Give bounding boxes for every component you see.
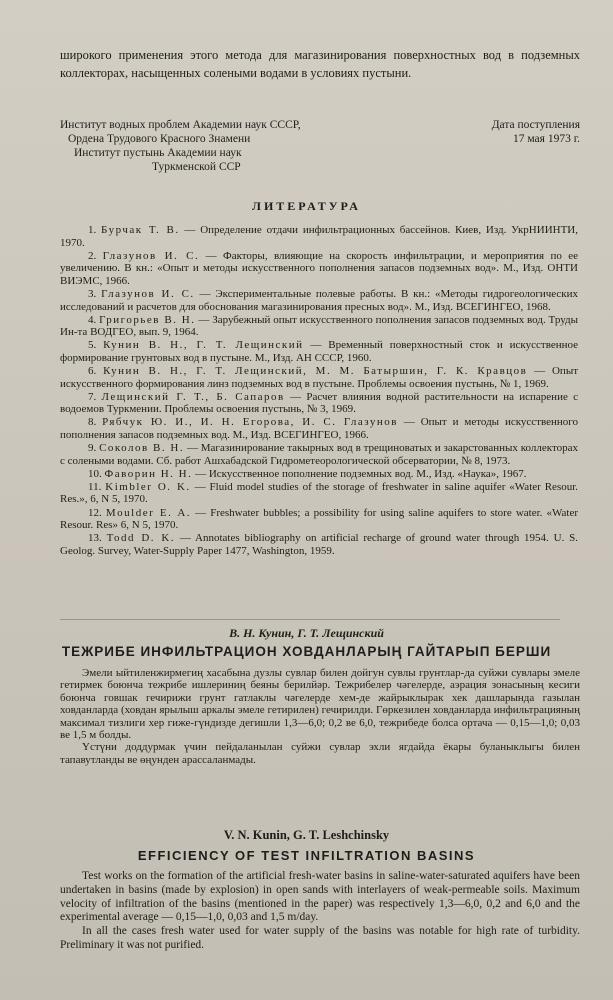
affiliation-line: Ордена Трудового Красного Знамени — [68, 133, 251, 145]
reference-author: Лещинский Г. Т., Б. Сапаров — [101, 390, 285, 403]
affiliation-line: Институт водных проблем Академии наук СССР, — [60, 119, 301, 131]
affiliation-line: Институт пустынь Академии наук — [74, 147, 242, 159]
english-summary-abstract — [60, 870, 580, 953]
intro-text: широкого применения этого метода для магазинирования поверхностных вод в подземных коллекторах, насыщенных солеными водами в условиях пустыни. — [60, 48, 580, 80]
reference-item — [60, 339, 578, 364]
reference-item — [60, 416, 578, 441]
received-date-block — [470, 118, 580, 146]
reference-text: — Определение отдачи инфильтрационных бассейнов. Киев, Изд. УкрНИИНТИ, 1970. — [60, 224, 578, 249]
reference-number: 4. — [88, 313, 97, 326]
english-summary-paragraph: In all the cases fresh water used for water supply of the basins was notable for high rate of turbidity. Preliminary it was not purified. — [60, 925, 580, 951]
reference-number: 10. — [88, 467, 102, 480]
affiliation-block — [60, 118, 301, 174]
summary-abstract — [60, 667, 580, 766]
reference-text: — Временный поверхностный сток и искусственное формирование грунтовых вод в пустыне. М., Изд. АН СССР, 1960. — [60, 339, 578, 364]
reference-author: Фаворин Н. Н. — [104, 467, 193, 480]
english-summary-paragraph: Test works on the formation of the artificial fresh-water basins in saline-water-saturated aquifers have been undertaken in basins (made by explosion) in open sands with interlayers of weak-permeable soils. Maximum velocity of infiltration of the basins (mentioned in the paper) was respectively 1,3—6,0, 0,2 and 6,0 and the experimental average — 0,15—1,0, 0,03 and 1,5 m/day. — [60, 870, 580, 924]
reference-text: — Зарубежный опыт искусственного пополнения запасов подземных вод. Труды Ин-та ВОДГЕО, вып. 9, 1964. — [60, 313, 579, 339]
reference-author: Глазунов И. С. — [102, 249, 200, 262]
reference-text: — Annotates bibliography on artificial recharge of ground water through 1954. U. S. Geolog. Survey, Water-Supply Paper 1477, Washington, 1959. — [60, 532, 578, 557]
reference-text: — Опыт искусственного формирования линз подземных вод в пустыне. Проблемы освоения пустынь, № 1, 1969. — [60, 365, 579, 390]
reference-author: Рябчук Ю. И., И. Н. Егорова, И. С. Глазунов — [102, 416, 398, 429]
reference-number: 12. — [88, 506, 102, 519]
reference-number: 9. — [88, 442, 97, 455]
reference-number: 8. — [88, 416, 97, 429]
reference-text: — Искусственное пополнение подземных вод. М., Изд. «Наука», 1967. — [195, 467, 527, 480]
summary-authors: В. Н. Кунин, Г. Т. Лещинский — [229, 626, 384, 640]
affiliation-line: Туркменской ССР — [152, 161, 241, 173]
reference-item — [60, 391, 578, 416]
reference-item — [60, 442, 578, 467]
reference-item — [60, 288, 578, 313]
summary-title: ТЕЖРИБЕ ИНФИЛЬТРАЦИОН ХОВДАНЛАРЫҢ ГАЙТАРЫП БЕРШИ — [61, 644, 552, 659]
reference-item — [60, 314, 578, 339]
reference-number: 11. — [88, 480, 102, 493]
section-divider — [60, 619, 560, 620]
reference-author: Moulder E. A. — [105, 506, 192, 519]
reference-text: — Расчет влияния водной растительности на испарение с водоемов Туркмении. Проблемы освоения пустынь, № 3, 1969. — [60, 390, 578, 416]
reference-number: 7. — [88, 390, 97, 403]
reference-author: Соколов В. Н. — [99, 442, 185, 455]
received-date: 17 мая 1973 г. — [512, 133, 580, 145]
reference-text: — Freshwater bubbles; a possibility for using saline aquifers to store water. «Water Resour. Res» 6, N 5, 1970. — [60, 506, 578, 532]
reference-item — [60, 532, 578, 557]
english-summary-authors: V. N. Kunin, G. T. Leshchinsky — [223, 828, 390, 842]
summary-paragraph: Эмели ыйтиленжирмегиң хасабына дузлы сувлар билен дойгун сувлы грунтлар-да суйжи сувлары эмеле гетирмек боюнча тежрибе ишлериниң беяны берилйәр. Тежрибелер чәгелерде, аэрация зонасының кесиги боюнча говшак гечирижи грунт гатлаклы чәгелерде хем-де жайрыклырак хек дашларында газылан ховданларда (ховдан ярылыш аркалы эмеле гетирилен) гечирилди. Гөркезилен ховданларда инфильтрацияның максимал тизлиги хер гиже-гүндизде дегишли 1,3—6,0; 0,2 ве 6,0, тежрибеде болса ортача — 0,15—1,0; 0,03 ве 1,5 м болды. — [60, 667, 580, 742]
reference-number: 2. — [88, 249, 97, 262]
reference-author: Кунин В. Н., Г. Т. Лещинский — [103, 339, 304, 352]
reference-number: 6. — [88, 365, 97, 378]
reference-item — [60, 250, 578, 288]
received-label: Дата поступления — [491, 119, 580, 131]
reference-author: Kimbler O. K. — [105, 480, 191, 493]
reference-item — [60, 507, 578, 532]
summary-paragraph: Үстүни доддурмак үчин пейдаланылан суйжи сувлар эхли ягдайда ёкары буланыклыгы билен тапавутланды ве өңунден арассаланмады. — [60, 741, 580, 766]
reference-list — [60, 224, 578, 558]
reference-author: Todd D. K. — [106, 532, 176, 545]
reference-text: — Магазинирование такырных вод в трещиноватых и закарстованных коллекторах с солеными водами. Сб. работ Ашхабадской Гидрометеорологической обсерватории, № 8, 1973. — [60, 442, 578, 467]
reference-number: 1. — [88, 224, 97, 236]
reference-number: 3. — [88, 287, 97, 300]
reference-item — [60, 365, 578, 390]
literature-heading: ЛИТЕРАТУРА — [252, 199, 361, 213]
reference-item — [60, 481, 578, 506]
reference-text: — Fluid model studies of the storage of freshwater in saline aquifer «Water Resour. Res.», 6, N 5, 1970. — [60, 480, 579, 506]
reference-item — [60, 468, 578, 481]
reference-number: 13. — [88, 532, 102, 545]
reference-text: — Опыт и методы искусственного пополнения запасов подземных вод. М., Изд. ВСЕГИНГЕО, 1966. — [60, 416, 579, 441]
reference-author: Кунин В. Н., Г. Т. Лещинский, М. М. Батыршин, Г. К. Кравцов — [103, 365, 528, 378]
intro-paragraph — [60, 46, 580, 82]
reference-author: Григорьев В. Н. — [99, 313, 196, 326]
reference-author: Глазунов И. С. — [101, 287, 195, 300]
reference-item — [60, 224, 578, 249]
reference-author: Бурчак Т. В. — [101, 224, 180, 236]
reference-text: — Экспериментальные полевые работы. В кн.: «Методы гидрогеологических исследований и расчетов для обоснования магазинирования пресных вод». М., Изд. ВСЕГИНГЕО, 1968. — [60, 287, 579, 313]
english-summary-title: EFFICIENCY OF TEST INFILTRATION BASINS — [137, 848, 476, 863]
reference-number: 5. — [88, 339, 97, 352]
reference-text: — Факторы, влияющие на скорость инфильтрации, и мероприятия по ее увеличению. В кн.: «Опыт и методы искусственного пополнения запасов подземных вод». М., Изд. ОНТИ ВИЭМС, 1966. — [60, 249, 578, 287]
